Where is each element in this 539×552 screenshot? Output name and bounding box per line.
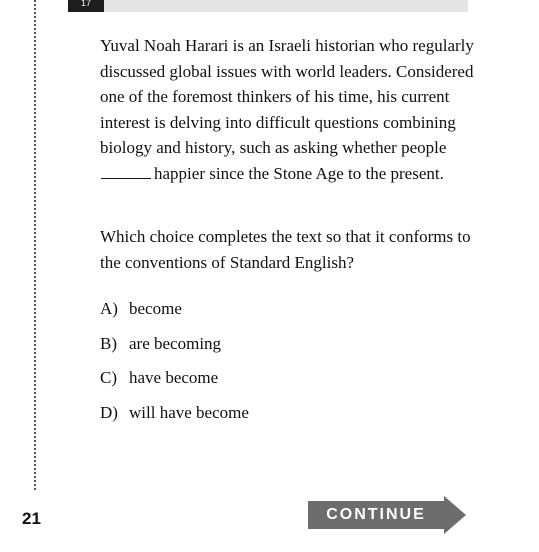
- arrow-right-icon: [444, 496, 466, 534]
- question-number-tab: [68, 0, 104, 12]
- passage-after-blank: happier since the Stone Age to the present.: [154, 163, 444, 183]
- choice-letter: B): [100, 333, 117, 353]
- choice-d[interactable]: [100, 402, 249, 424]
- answer-choices: [100, 298, 249, 436]
- answer-blank: [101, 164, 151, 179]
- continue-label: CONTINUE: [308, 501, 444, 529]
- choice-a[interactable]: [100, 298, 249, 320]
- choice-letter: D): [100, 402, 118, 422]
- question-number: 17: [80, 0, 91, 8]
- choice-text: will have become: [129, 402, 249, 422]
- choice-text: are becoming: [129, 333, 222, 353]
- choice-b[interactable]: [100, 333, 249, 355]
- choice-text: have become: [129, 368, 219, 387]
- header-band: [68, 0, 468, 12]
- margin-dotted-rule: [34, 0, 36, 490]
- page-number: 21: [22, 509, 41, 528]
- passage-before-blank: Yuval Noah Harari is an Israeli historian who regularly discussed global issues with world leaders. Considered one of the foremost thinkers of his time, his current interest is delving into difficult questions combining biology and history, such as asking whether people: [100, 36, 474, 157]
- choice-letter: C): [100, 368, 117, 387]
- passage-text: [100, 33, 480, 186]
- choice-letter: A): [100, 299, 118, 318]
- choice-text: become: [129, 299, 182, 318]
- choice-c[interactable]: [100, 367, 249, 389]
- question-prompt: Which choice completes the text so that it conforms to the conventions of Standard English?: [100, 227, 471, 272]
- continue-button[interactable]: [308, 496, 466, 534]
